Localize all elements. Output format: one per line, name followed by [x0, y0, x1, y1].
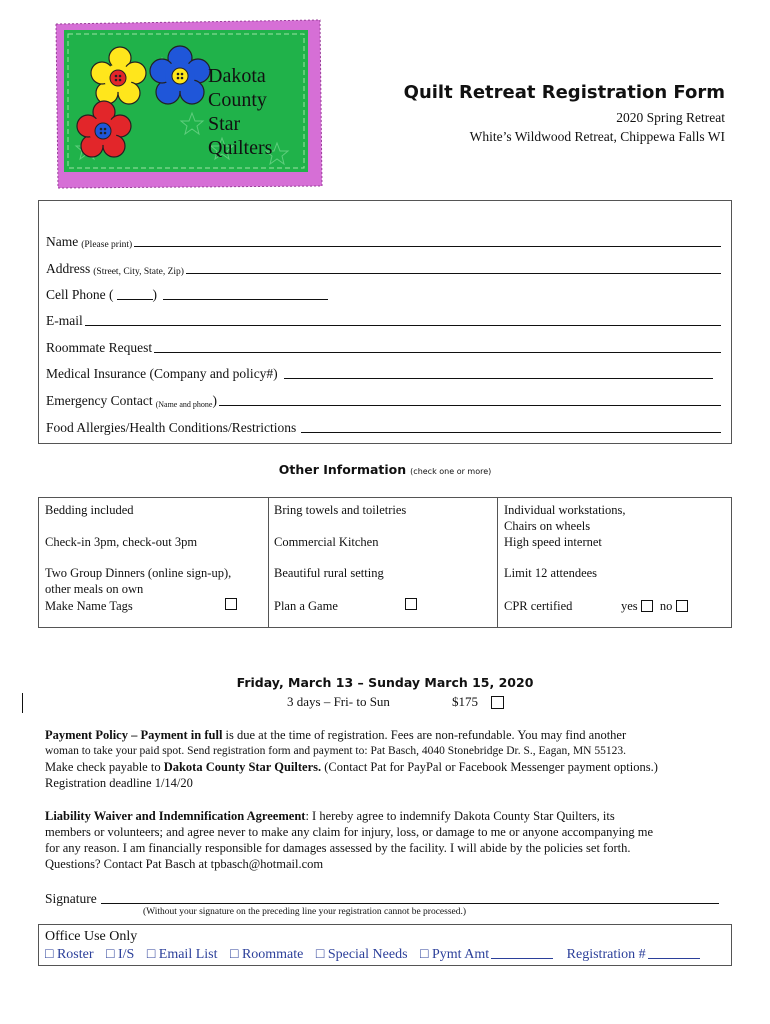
emergency-line[interactable]	[219, 405, 721, 406]
svg-text:County: County	[208, 89, 267, 111]
form-subtitle-location: White’s Wildwood Retreat, Chippewa Falls WI	[469, 129, 725, 144]
signature-field[interactable]: Signature	[45, 891, 719, 907]
office-use-title: Office Use Only	[45, 929, 138, 944]
name-field[interactable]: Name (Please print)	[46, 232, 721, 250]
amenity-chairs: Chairs on wheels	[504, 519, 591, 533]
cpr-yes-label: yes	[621, 599, 638, 613]
office-use-section	[38, 924, 732, 966]
office-email-list[interactable]: □ Email List	[146, 947, 218, 962]
cpr-no-checkbox[interactable]	[676, 600, 688, 612]
amenity-cpr: CPR certified	[504, 599, 573, 613]
cpr-yes-checkbox[interactable]	[641, 600, 653, 612]
plan-game-checkbox[interactable]	[405, 598, 417, 610]
retreat-price: $175	[452, 694, 478, 709]
amenity-kitchen: Commercial Kitchen	[274, 535, 379, 549]
amenity-group-dinners: Two Group Dinners (online sign-up),	[45, 566, 232, 580]
amenity-towels: Bring towels and toiletries	[274, 503, 407, 517]
amenity-rural-setting: Beautiful rural setting	[274, 566, 384, 580]
office-payment-amount[interactable]: □ Pymt Amt	[420, 947, 490, 962]
office-special-needs[interactable]: □ Special Needs	[315, 947, 408, 962]
office-roommate[interactable]: □ Roommate	[229, 947, 304, 962]
personal-info-section	[38, 200, 732, 444]
payment-amount-line[interactable]	[491, 958, 553, 959]
text-cursor	[22, 693, 23, 713]
signature-note: (Without your signature on the preceding line your registration cannot be processed.)	[143, 907, 467, 917]
phone-number-line[interactable]	[163, 299, 328, 300]
roommate-line[interactable]	[154, 352, 721, 353]
amenity-limit: Limit 12 attendees	[504, 566, 598, 580]
retreat-days: 3 days – Fri- to Sun	[287, 694, 390, 709]
registration-number-line[interactable]	[648, 958, 700, 959]
dakota-county-star-quilters-logo	[52, 18, 324, 190]
other-info-heading: Other Information (check one or more)	[278, 462, 492, 477]
amenity-workstations: Individual workstations,	[504, 503, 626, 517]
food-allergies-field[interactable]: Food Allergies/Health Conditions/Restrictions	[46, 418, 721, 436]
amenities-table	[38, 497, 732, 628]
signature-line[interactable]	[101, 903, 719, 904]
name-tags-checkbox[interactable]	[225, 598, 237, 610]
price-checkbox[interactable]	[491, 696, 504, 709]
cpr-no-label: no	[659, 599, 673, 613]
office-roster[interactable]: □ Roster	[45, 947, 94, 962]
amenity-bedding: Bedding included	[45, 503, 134, 517]
area-code-line[interactable]	[117, 299, 153, 300]
amenity-plan-game: Plan a Game	[274, 599, 338, 613]
amenity-other-meals: other meals on own	[45, 582, 144, 596]
office-registration-number[interactable]: Registration #	[566, 947, 646, 962]
payment-policy: Payment Policy – Payment in full is due at the time of registration. Fees are non-refundable. You may find another woman to take your paid spot. Send registration form and payment to: Pat Basch, 4040 Stonebridge Dr. S., Eagan, MN 55123. Make check payable to Dakota County Star Quilters. (Contact Pat for PayPal or Facebook Messenger payment options.) Registration deadline 1/14/20	[45, 728, 658, 790]
email-line[interactable]	[85, 325, 721, 326]
address-field[interactable]: Address (Street, City, State, Zip)	[46, 259, 721, 277]
amenity-internet: High speed internet	[504, 535, 602, 549]
amenity-name-tags: Make Name Tags	[45, 599, 133, 613]
emergency-contact-field[interactable]: Emergency Contact (Name and phone )	[46, 391, 721, 409]
medical-insurance-field[interactable]: Medical Insurance (Company and policy#)	[46, 364, 713, 382]
name-line[interactable]	[134, 246, 721, 247]
food-allergies-line[interactable]	[301, 432, 721, 433]
email-field[interactable]: E-mail	[46, 311, 721, 329]
liability-waiver: Liability Waiver and Indemnification Agreement: I hereby agree to indemnify Dakota County Star Quilters, its members or volunteers; and agree never to make any claim for injury, loss, or damage to me or anyone accompanying me for any reason. I am financially responsible for damages assessed by the facility. I will abide by the policies set forth. Questions? Contact Pat Basch at tpbasch@hotmail.com	[45, 809, 654, 871]
form-subtitle-season: 2020 Spring Retreat	[616, 110, 725, 125]
medical-line[interactable]	[284, 378, 713, 379]
roommate-request-field[interactable]: Roommate Request	[46, 338, 721, 356]
svg-text:Dakota: Dakota	[208, 65, 266, 87]
amenity-checkin: Check-in 3pm, check-out 3pm	[45, 535, 198, 549]
cell-phone-field[interactable]: Cell Phone ( )	[46, 285, 328, 303]
office-is[interactable]: □ I/S	[106, 947, 135, 962]
svg-text:Star: Star	[208, 113, 241, 135]
address-line[interactable]	[186, 273, 721, 274]
retreat-dates: Friday, March 13 – Sunday March 15, 2020	[236, 675, 534, 690]
svg-text:Quilters: Quilters	[208, 137, 273, 159]
form-title: Quilt Retreat Registration Form	[403, 82, 725, 103]
